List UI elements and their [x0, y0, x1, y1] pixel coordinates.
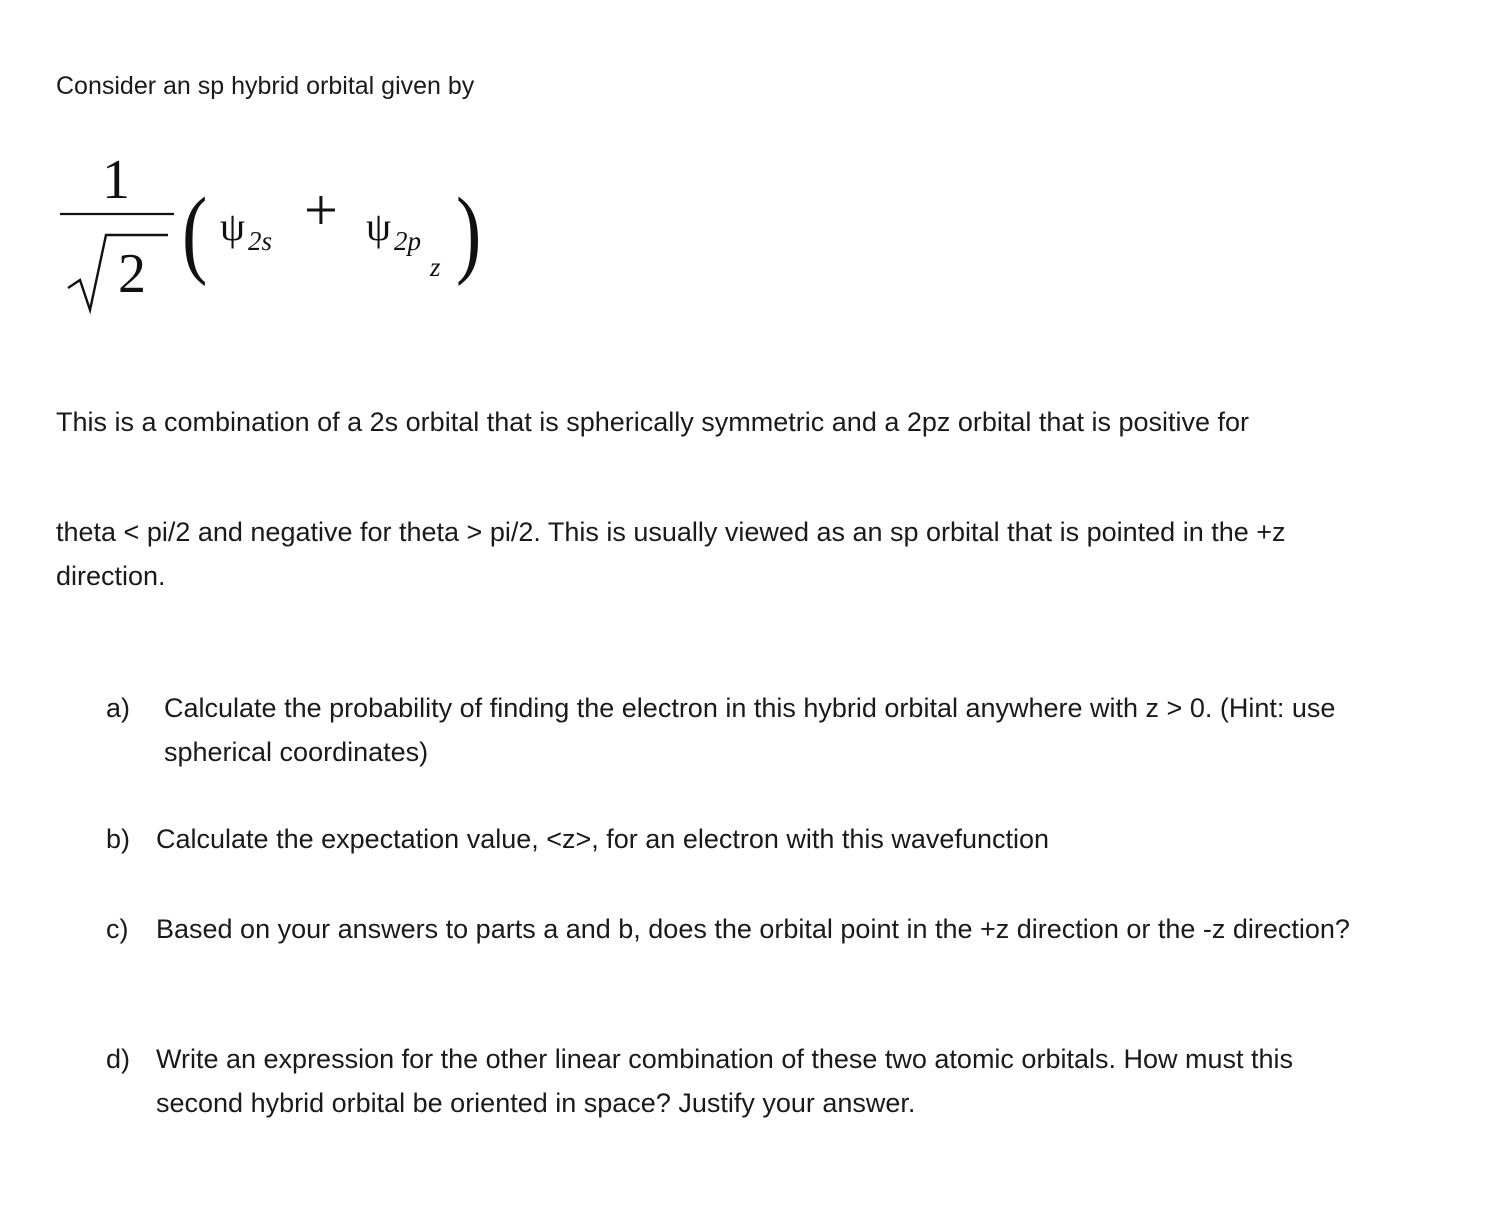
hybrid-orbital-formula	[56, 140, 496, 320]
description-paragraph-1: This is a combination of a 2s orbital that is spherically symmetric and a 2pz orbital that is positive for	[56, 407, 1250, 437]
question-text: Based on your answers to parts a and b, does the orbital point in the +z direction or the -z direction?	[156, 914, 1350, 944]
subscript-2s: 2s	[248, 226, 273, 256]
question-marker: c)	[106, 914, 129, 944]
question-marker: d)	[106, 1044, 131, 1074]
close-paren: )	[456, 177, 482, 288]
psi-symbol-1: ψ	[220, 204, 246, 249]
open-paren: (	[182, 177, 208, 288]
question-b	[106, 817, 1356, 861]
question-marker: b)	[106, 824, 131, 854]
question-c	[106, 907, 1356, 951]
fraction-denominator: 2	[118, 243, 146, 305]
question-d	[106, 1037, 1356, 1125]
question-a	[106, 686, 1356, 774]
psi-symbol-2: ψ	[366, 204, 392, 249]
question-text: Calculate the probability of finding the electron in this hybrid orbital anywhere with z > 0. (Hint: use spherical coordinates)	[164, 693, 1336, 767]
formula-graphic	[56, 140, 496, 320]
fraction-numerator: 1	[102, 149, 130, 211]
subscript-z: z	[430, 252, 441, 282]
question-text: Write an expression for the other linear combination of these two atomic orbitals. How must this second hybrid orbital be oriented in space? Justify your answer.	[156, 1044, 1294, 1118]
question-text: Calculate the expectation value, <z>, for an electron with this wavefunction	[156, 824, 1050, 854]
description-paragraph-2: theta < pi/2 and negative for theta > pi/2. This is usually viewed as an sp orbital that is pointed in the +z direction.	[56, 517, 1286, 591]
question-marker: a)	[106, 693, 131, 723]
subscript-2p: 2p	[394, 226, 421, 256]
plus-sign: +	[304, 177, 338, 243]
intro-text: Consider an sp hybrid orbital given by	[56, 72, 475, 100]
